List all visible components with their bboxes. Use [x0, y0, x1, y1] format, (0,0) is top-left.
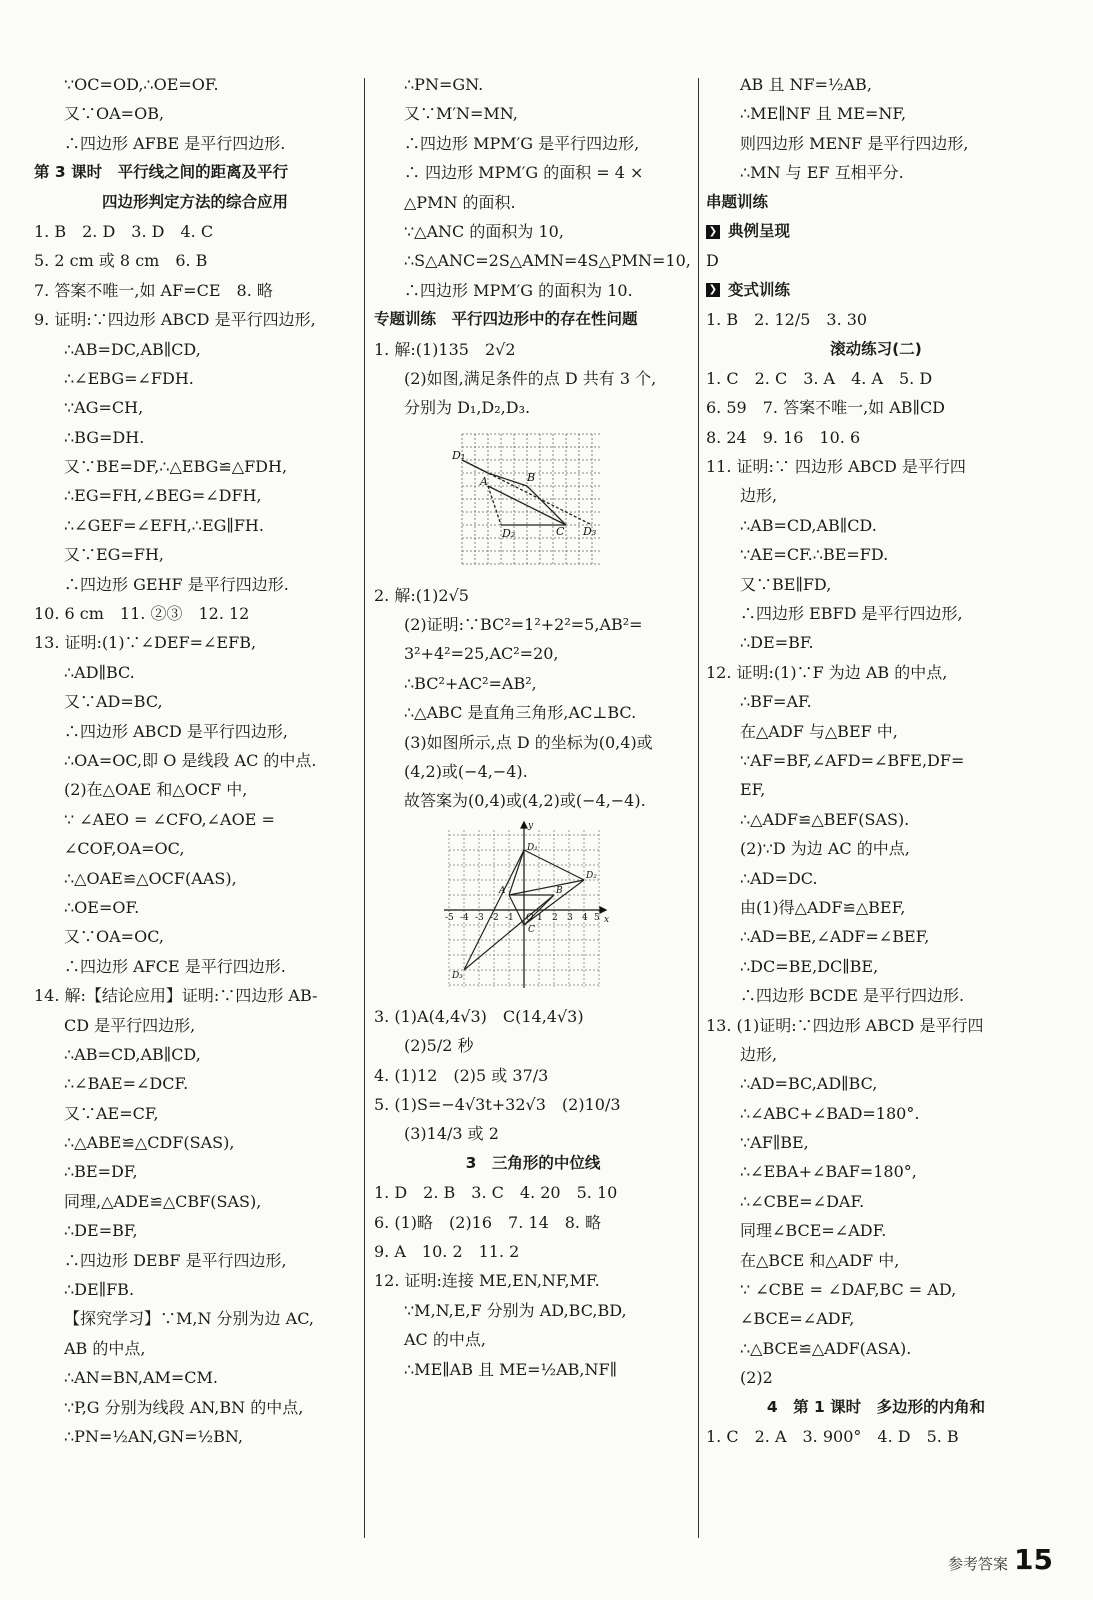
arrow-icon: ❯: [706, 283, 720, 297]
arrow-icon: ❯: [706, 225, 720, 239]
answer-line: ∠COF,OA=OC,: [64, 839, 185, 859]
segment-ad1: [509, 850, 524, 895]
answer-line: ∴△ABE≌△CDF(SAS),: [64, 1133, 235, 1153]
answer-line: 又∵AE=CF,: [64, 1103, 159, 1123]
tick-label: -4: [460, 912, 469, 923]
point-label: C: [528, 924, 535, 935]
answer-line: ∵AF∥BE,: [740, 1133, 809, 1153]
x-axis-arrow: [600, 907, 606, 913]
answer-line: (2)证明:∵BC²=1²+2²=5,AB²=: [404, 615, 643, 635]
answer-line: 6. 59 7. 答案不唯一,如 AB∥CD: [706, 398, 946, 418]
answer-line: ∵P,G 分别为线段 AN,BN 的中点,: [64, 1397, 304, 1417]
variant-tag-label: 变式训练: [728, 280, 791, 299]
answer-line: ∴四边形 AFCE 是平行四边形.: [64, 956, 286, 976]
answer-line: ∴∠ABC+∠BAD=180°.: [740, 1103, 920, 1123]
answer-line: 6. (1)略 (2)16 7. 14 8. 略: [374, 1212, 602, 1232]
point-label: D₃: [583, 524, 597, 538]
answer-line: AB 的中点,: [64, 1338, 146, 1358]
answer-line: ∴AB=DC,AB∥CD,: [64, 339, 201, 359]
variant-tag: [706, 276, 1046, 305]
column-2: [374, 70, 692, 1384]
answer-line: 9. 证明:∵四边形 ABCD 是平行四边形,: [34, 310, 316, 330]
answer-line: ∴BF=AF.: [740, 692, 812, 712]
answer-line: 5. 2 cm 或 8 cm 6. B: [34, 251, 208, 271]
answer-line: 边形,: [740, 1044, 778, 1064]
answer-line: ∴BG=DH.: [64, 427, 145, 447]
answer-line: ∴AD=DC.: [740, 868, 818, 888]
answer-line: 1. 解:(1)135 2√2: [374, 339, 516, 359]
answer-line: ∴AB=CD,AB∥CD.: [740, 515, 877, 535]
answer-line: ∴四边形 BCDE 是平行四边形.: [740, 986, 965, 1006]
answer-line: ∴OE=OF.: [64, 897, 140, 917]
segment-ab: [488, 473, 527, 486]
answer-line: D: [706, 251, 719, 271]
example-tag: [706, 217, 1046, 246]
point-label: A: [480, 474, 488, 488]
point-label: A: [499, 885, 506, 896]
answer-line: 同理∠BCE=∠ADF.: [740, 1221, 887, 1241]
answer-line: (2)5/2 秒: [404, 1036, 474, 1056]
answer-line: 边形,: [740, 486, 778, 506]
answer-line: 11. 证明:∵ 四边形 ABCD 是平行四: [706, 457, 966, 477]
tick-label: -3: [475, 912, 484, 923]
answer-line: 5. (1)S=−4√3t+32√3 (2)10/3: [374, 1094, 621, 1114]
answer-line: ∴△ABC 是直角三角形,AC⊥BC.: [404, 703, 637, 723]
answer-line: ∴DE=BF.: [740, 633, 814, 653]
answer-line: AC 的中点,: [404, 1330, 486, 1350]
section-title: 专题训练 平行四边形中的存在性问题: [374, 310, 638, 329]
answer-line: 1. D 2. B 3. C 4. 20 5. 10: [374, 1183, 618, 1203]
answer-line: (2)如图,满足条件的点 D 共有 3 个,: [404, 368, 657, 388]
tick-label: 1: [537, 912, 543, 923]
answer-line: ∴AD=BC,AD∥BC,: [740, 1074, 878, 1094]
page-number: 15: [1014, 1543, 1053, 1576]
column-3: [706, 70, 1046, 1451]
answer-line: ∴AD=BE,∠ADF=∠BEF,: [740, 927, 930, 947]
answer-line: ∴四边形 EBFD 是平行四边形,: [740, 604, 963, 624]
answer-line: ∵ ∠AEO = ∠CFO,∠AOE =: [64, 809, 275, 829]
answer-line: (4,2)或(−4,−4).: [404, 762, 528, 782]
answer-line: 分别为 D₁,D₂,D₃.: [404, 398, 531, 418]
point-label: B: [527, 470, 536, 484]
answer-line: ∴ME∥NF 且 ME=NF,: [740, 104, 907, 124]
answer-line: ∴ 四边形 MPM′G 的面积 = 4 ×: [404, 163, 644, 183]
answer-line: ∴PN=GN.: [404, 75, 484, 94]
answer-line: EF,: [740, 780, 766, 800]
answer-line: ∴△BCE≌△ADF(ASA).: [740, 1338, 912, 1358]
tick-label: 5: [594, 912, 600, 923]
segment-bc: [527, 486, 566, 525]
answer-line: ∴∠BAE=∠DCF.: [64, 1074, 189, 1094]
answer-line: ∵AG=CH,: [64, 398, 144, 418]
answer-line: 3. (1)A(4,4√3) C(14,4√3): [374, 1006, 584, 1026]
answer-line: 由(1)得△ADF≌△BEF,: [740, 897, 906, 917]
tick-label: -2: [490, 912, 499, 923]
answer-line: 10. 6 cm 11. ②③ 12. 12: [34, 604, 250, 624]
answer-line: ∴AD∥BC.: [64, 662, 135, 682]
answer-line: ∴∠EBG=∠FDH.: [64, 368, 194, 388]
answer-line: (3)14/3 或 2: [404, 1124, 499, 1144]
answer-line: (3)如图所示,点 D 的坐标为(0,4)或: [404, 732, 653, 752]
answer-line: 9. A 10. 2 11. 2: [374, 1241, 520, 1261]
point-label: D₁: [527, 842, 538, 853]
section-title: 3 三角形的中位线: [465, 1153, 601, 1172]
answer-line: ∴∠CBE=∠DAF.: [740, 1191, 865, 1211]
answer-line: ∴四边形 GEHF 是平行四边形.: [64, 574, 289, 594]
column-divider: [364, 78, 365, 1538]
answer-line: (2)在△OAE 和△OCF 中,: [64, 780, 248, 800]
answer-line: ∴DC=BE,DC∥BE,: [740, 956, 879, 976]
answer-line: ∴BC²+AC²=AB²,: [404, 673, 537, 693]
answer-line: 13. (1)证明:∵四边形 ABCD 是平行四: [706, 1015, 984, 1035]
answer-line: ∵ ∠CBE = ∠DAF,BC = AD,: [740, 1280, 957, 1300]
tick-label: 4: [582, 912, 588, 923]
answer-line: 又∵EG=FH,: [64, 545, 165, 565]
answer-line: ∴MN 与 EF 互相平分.: [740, 163, 904, 183]
answer-line: ∴AB=CD,AB∥CD,: [64, 1044, 201, 1064]
section-title: 4 第 1 课时 多边形的内角和: [766, 1397, 986, 1416]
answer-line: ∴DE∥FB.: [64, 1280, 135, 1300]
coordinate-figure-2: [444, 820, 614, 990]
answer-line: 在△BCE 和△ADF 中,: [740, 1250, 900, 1270]
answer-line: 又∵M′N=MN,: [404, 104, 518, 124]
answer-line: ∵OC=OD,∴OE=OF.: [64, 75, 219, 94]
origin-label: O: [526, 912, 534, 923]
lesson-title: 第 3 课时 平行线之间的距离及平行: [34, 163, 289, 182]
page-footer: [948, 1543, 1053, 1576]
section-title: 串题训练: [706, 192, 769, 211]
answer-line: ∵AF=BF,∠AFD=∠BFE,DF=: [740, 750, 965, 770]
answer-line: 【探究学习】∵M,N 分别为边 AC,: [64, 1309, 314, 1329]
answer-line: ∴四边形 ABCD 是平行四边形,: [64, 721, 288, 741]
answer-line: 12. 证明:连接 ME,EN,NF,MF.: [374, 1271, 600, 1291]
answer-line: 4. (1)12 (2)5 或 37/3: [374, 1065, 549, 1085]
answer-line: ∵AE=CF.∴BE=FD.: [740, 545, 889, 565]
answer-line: 1. C 2. A 3. 900° 4. D 5. B: [706, 1426, 959, 1446]
point-label: D₂: [586, 870, 597, 881]
answer-line: 同理,△ADE≌△CBF(SAS),: [64, 1191, 262, 1211]
answer-line: CD 是平行四边形,: [64, 1015, 196, 1035]
answer-line: 故答案为(0,4)或(4,2)或(−4,−4).: [404, 791, 646, 811]
answer-line: 2. 解:(1)2√5: [374, 585, 469, 605]
tick-label: -5: [445, 912, 454, 923]
answer-line: 又∵AD=BC,: [64, 692, 163, 712]
answer-line: 1. B 2. D 3. D 4. C: [34, 221, 214, 241]
answer-line: ∴OA=OC,即 O 是线段 AC 的中点.: [64, 750, 317, 770]
answer-line: ∴EG=FH,∠BEG=∠DFH,: [64, 486, 262, 506]
answer-line: ∴PN=½AN,GN=½BN,: [64, 1426, 243, 1446]
answer-line: (2)∵D 为边 AC 的中点,: [740, 839, 910, 859]
tick-label: 2: [552, 912, 558, 923]
y-axis-arrow: [521, 822, 527, 828]
grid-figure-1: [452, 429, 612, 569]
point-label: D₂: [502, 526, 516, 540]
answer-line: 13. 证明:(1)∵∠DEF=∠EFB,: [34, 633, 257, 653]
lesson-title: 四边形判定方法的综合应用: [101, 192, 288, 211]
answer-line: △PMN 的面积.: [404, 192, 516, 212]
answer-line: ∴△ADF≌△BEF(SAS).: [740, 809, 910, 829]
answer-line: ∴四边形 MPM′G 是平行四边形,: [404, 133, 640, 153]
answer-line: AB 且 NF=½AB,: [740, 75, 872, 94]
answer-line: 又∵BE=DF,∴△EBG≌△FDH,: [64, 457, 288, 477]
answer-line: 7. 答案不唯一,如 AF=CE 8. 略: [34, 280, 273, 300]
answer-line: 1. B 2. 12/5 3. 30: [706, 310, 868, 330]
example-tag-label: 典例呈现: [728, 221, 791, 240]
answer-line: ∴∠EBA+∠BAF=180°,: [740, 1162, 917, 1182]
footer-label: 参考答案: [948, 1555, 1009, 1573]
answer-line: ∴BE=DF,: [64, 1162, 138, 1182]
answer-line: 则四边形 MENF 是平行四边形,: [740, 133, 969, 153]
axis-label: x: [604, 914, 610, 925]
answer-line: ∵△ANC 的面积为 10,: [404, 221, 564, 241]
answer-line: ∴S△ANC=2S△AMN=4S△PMN=10,: [404, 251, 691, 271]
answer-line: ∴AN=BN,AM=CM.: [64, 1368, 219, 1388]
point-label: B: [556, 885, 563, 896]
answer-line: ∴DE=BF,: [64, 1221, 138, 1241]
point-label: D₁: [452, 448, 466, 462]
answer-line: ∴四边形 DEBF 是平行四边形,: [64, 1250, 287, 1270]
answer-line: 14. 解:【结论应用】证明:∵四边形 AB-: [34, 986, 318, 1006]
tick-label: -1: [505, 912, 514, 923]
section-title: 滚动练习(二): [830, 339, 922, 358]
answer-line: ∴∠GEF=∠EFH,∴EG∥FH.: [64, 515, 264, 535]
point-label: D₃: [452, 970, 463, 981]
answer-line: 又∵BE∥FD,: [740, 574, 832, 594]
answer-line: ∵M,N,E,F 分别为 AD,BC,BD,: [404, 1300, 627, 1320]
segment-ad2: [509, 880, 584, 895]
answer-line: 12. 证明:(1)∵F 为边 AB 的中点,: [706, 662, 948, 682]
answer-line: ∠BCE=∠ADF,: [740, 1309, 855, 1329]
answer-line: ∴四边形 AFBE 是平行四边形.: [64, 133, 286, 153]
point-label: C: [556, 524, 565, 538]
column-divider: [698, 78, 699, 1538]
answer-line: 又∵OA=OC,: [64, 927, 164, 947]
answer-line: (2)2: [740, 1368, 773, 1388]
column-1: [34, 70, 356, 1451]
tick-label: 3: [567, 912, 573, 923]
answer-line: 3²+4²=25,AC²=20,: [404, 644, 559, 664]
answer-line: ∴△OAE≌△OCF(AAS),: [64, 868, 237, 888]
answer-line: 8. 24 9. 16 10. 6: [706, 427, 861, 447]
answer-line: ∴四边形 MPM′G 的面积为 10.: [404, 280, 633, 300]
answer-line: 又∵OA=OB,: [64, 104, 165, 124]
axis-label: y: [528, 820, 534, 831]
answer-line: 1. C 2. C 3. A 4. A 5. D: [706, 368, 933, 388]
answer-line: 在△ADF 与△BEF 中,: [740, 721, 898, 741]
answer-line: ∴ME∥AB 且 ME=½AB,NF∥: [404, 1359, 617, 1379]
